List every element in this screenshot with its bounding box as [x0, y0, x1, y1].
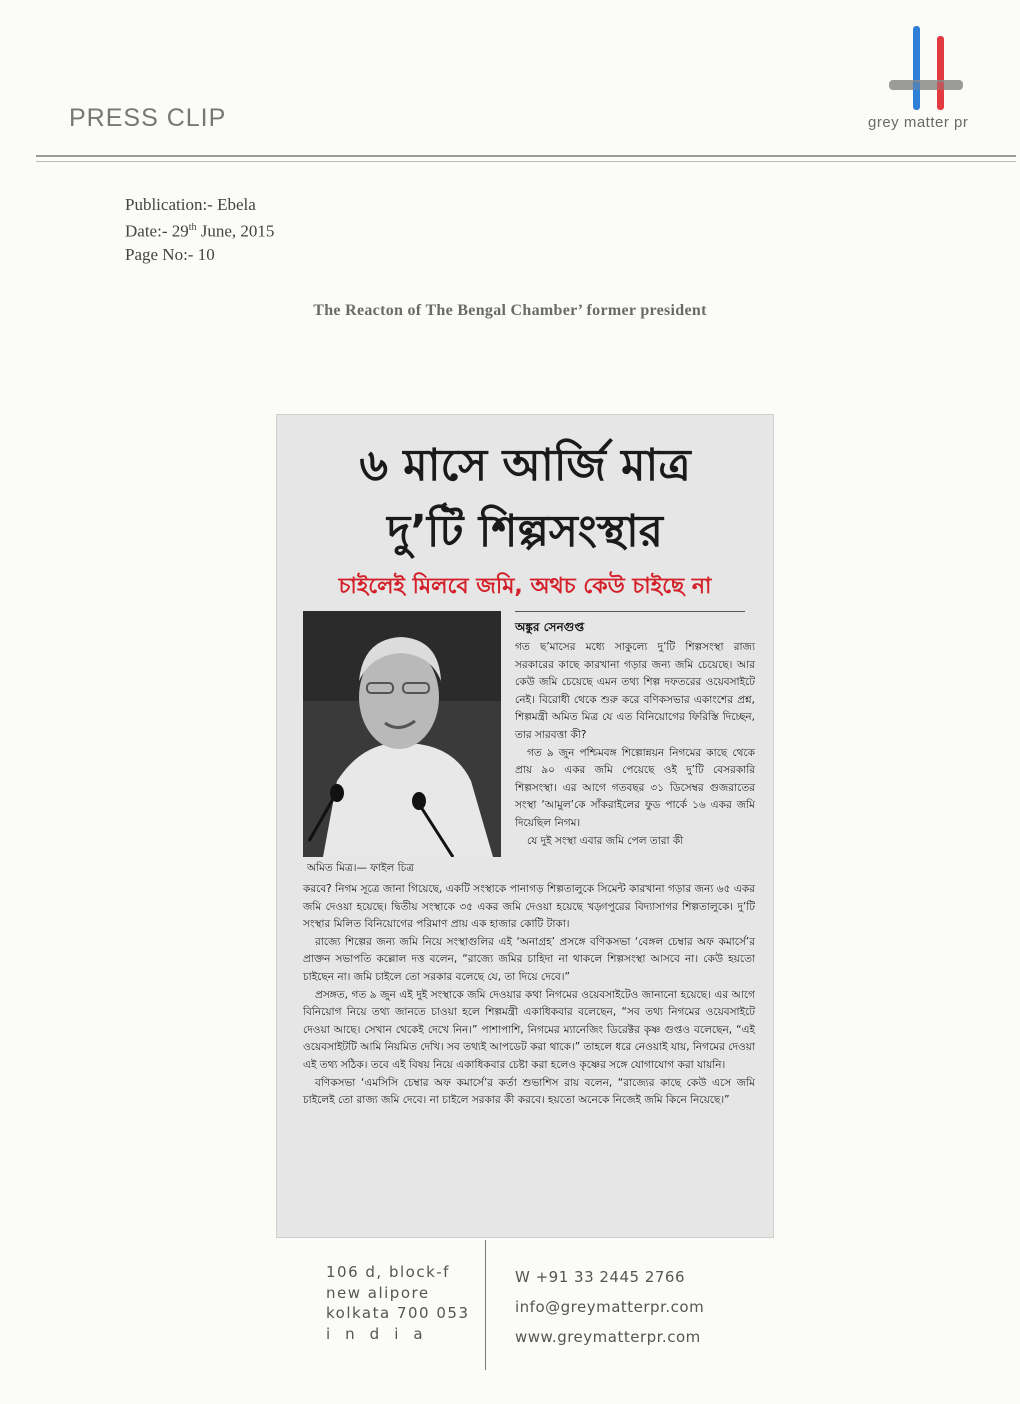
footer-contact	[515, 1262, 704, 1352]
publication-meta	[125, 193, 274, 266]
address-line: new alipore	[326, 1283, 430, 1302]
paragraph: যে দুই সংস্থা এবার জমি পেল তারা কী	[527, 834, 684, 847]
paragraph: রাজ্যে শিল্পের জন্য জমি নিয়ে সংস্থাগুলির এই ‘অনাগ্রহ’ প্রসঙ্গে বণিকসভা ‘বেঙ্গল চেম্বার অফ কমার্সে’র প্রাক্তন সভাপতি কল্লোল দত্ত বলেন, “রাজ্যে জমির চাহিদা না থাকলে শিল্পসংস্থা আসবে না। কেউ হয়তো চাইছেন না। জমি চাইলে তো সরকার বলেছে যে, তা দিয়ে দেবে।”	[303, 935, 755, 983]
newspaper-clipping	[276, 414, 774, 1238]
header-rule-thin	[36, 161, 1016, 162]
website-link[interactable]: www.greymatterpr.com	[515, 1328, 701, 1346]
page-line: Page No:- 10	[125, 244, 215, 264]
phone-number: W +91 33 2445 2766	[515, 1268, 685, 1286]
paragraph: গত ৯ জুন পশ্চিমবঙ্গ শিল্পোন্নয়ন নিগমের কাছে থেকে প্রায় ৯০ একর জমি পেয়েছে ওই দু’টি বেসরকারি শিল্পসংস্থা। এর আগে গতবছর ৩১ ডিসেম্বর গুজরাতের সংস্থা ‘আমুল’কে সাঁকরাইলের ফুড পার্কে ১৬ একর জমি দিয়েছিল নিগম।	[515, 746, 755, 829]
article-byline: অঙ্কুর সেনগুপ্ত	[515, 620, 585, 634]
article-body-text	[303, 881, 755, 1110]
article-headline	[277, 433, 773, 565]
paragraph: করবে? নিগম সূত্রে জানা গিয়েছে, একটি সংস্থাকে পানাগড় শিল্পতালুকে সিমেন্ট কারখানা গড়ার জন্য ৬৫ একর জমি দেওয়া হয়েছে। দ্বিতীয় সংস্থাকে ৩৫ একর জমি দেওয়া হয়েছে খড়্গপুরের বিদ্যাসাগর শিল্পতালুকে। দু’টি সংস্থার মিলিত বিনিয়োগের পরিমাণ প্রায় এক হাজার কোটি টাকা।	[303, 883, 755, 931]
address-line: india	[326, 1324, 438, 1343]
headline-line-2: দু’টি শিল্পসংস্থার	[387, 506, 663, 557]
paragraph: গত ছ’মাসের মধ্যে সাকুল্যে দু’টি শিল্পসংস্থা রাজ্য সরকারের কাছে কারখানা গড়ার জন্য জমি চেয়েছে। আর কেউ জমি চেয়েছে এমন তথ্য শিল্প দফতরের ওয়েবসাইটে নেই। বিরোধী থেকে শুরু করে বণিকসভার একাংশের প্রশ্ন, শিল্পমন্ত্রী অমিত মিত্র যে এত বিনিয়োগের ফিরিস্তি দিচ্ছেন, তার সারবত্তা কী?	[515, 641, 755, 741]
article-subhead: চাইলেই মিলবে জমি, অথচ কেউ চাইছে না	[338, 574, 712, 599]
paragraph: প্রসঙ্গত, গত ৯ জুন এই দুই সংস্থাকে জমি দেওয়ার কথা নিগমের ওয়েবসাইটেও জানানো হয়েছে। এর আগে বিনিয়োগ নিয়ে তথ্য জানতে চাওয়া হলে শিল্পমন্ত্রী একাধিকবার বলেছেন, “সব তথ্য নিগমের ওয়েবসাইটে দেওয়া আছে। সেখান থেকেই দেখে নিন।” পাশাপাশি, নিগমের ম্যানেজিং ডিরেক্টর কৃষ্ণ গুপ্তও বলেছেন, “এই ওয়েবসাইটটি আমি নিয়মিত দেখি। সব তথ্যই আপডেট করা থাকে।” তাহলে ধরে নেওয়াই যায়, নিগমের দেওয়া এই তথ্য সঠিক। তবে এই বিষয় নিয়ে একাধিকবার চেষ্টা করা হলেও কৃষ্ণের সঙ্গে যোগাযোগ করা যায়নি।	[303, 988, 755, 1071]
photo-caption: অমিত মিত্র।— ফাইল চিত্র	[307, 862, 415, 874]
footer-address	[326, 1262, 469, 1344]
header-rule	[36, 155, 1016, 157]
publication-line: Publication:- Ebela	[125, 195, 256, 214]
address-line: 106 d, block-f	[326, 1263, 450, 1281]
date-line: Date:- 29th June, 2015	[125, 221, 275, 241]
article-column-text	[515, 639, 755, 850]
portrait-photo	[303, 611, 501, 857]
brand-name: grey matter pr	[868, 114, 969, 131]
byline-rule	[515, 611, 745, 612]
paragraph: বণিকসভা ‘এমসিসি চেম্বার অফ কমার্সে’র কর্তা শুভাশিস রায় বলেন, “রাজ্যের কাছে কেউ এসে জমি চাইলেই তো রাজ্য জমি দেবে। না চাইলে সরকার কী করবে। হয়তো অনেকে নিজেই জমি কিনে নিয়েছে।”	[303, 1076, 755, 1107]
email-link[interactable]: info@greymatterpr.com	[515, 1298, 705, 1316]
press-clip-title: PRESS CLIP	[69, 104, 227, 132]
address-line: kolkata 700 053	[326, 1304, 470, 1322]
clip-caption: The Reacton of The Bengal Chamber’ former president	[313, 302, 707, 319]
headline-line-1: ৬ মাসে আর্জি মাত্র	[359, 440, 691, 491]
footer-divider	[485, 1240, 486, 1370]
